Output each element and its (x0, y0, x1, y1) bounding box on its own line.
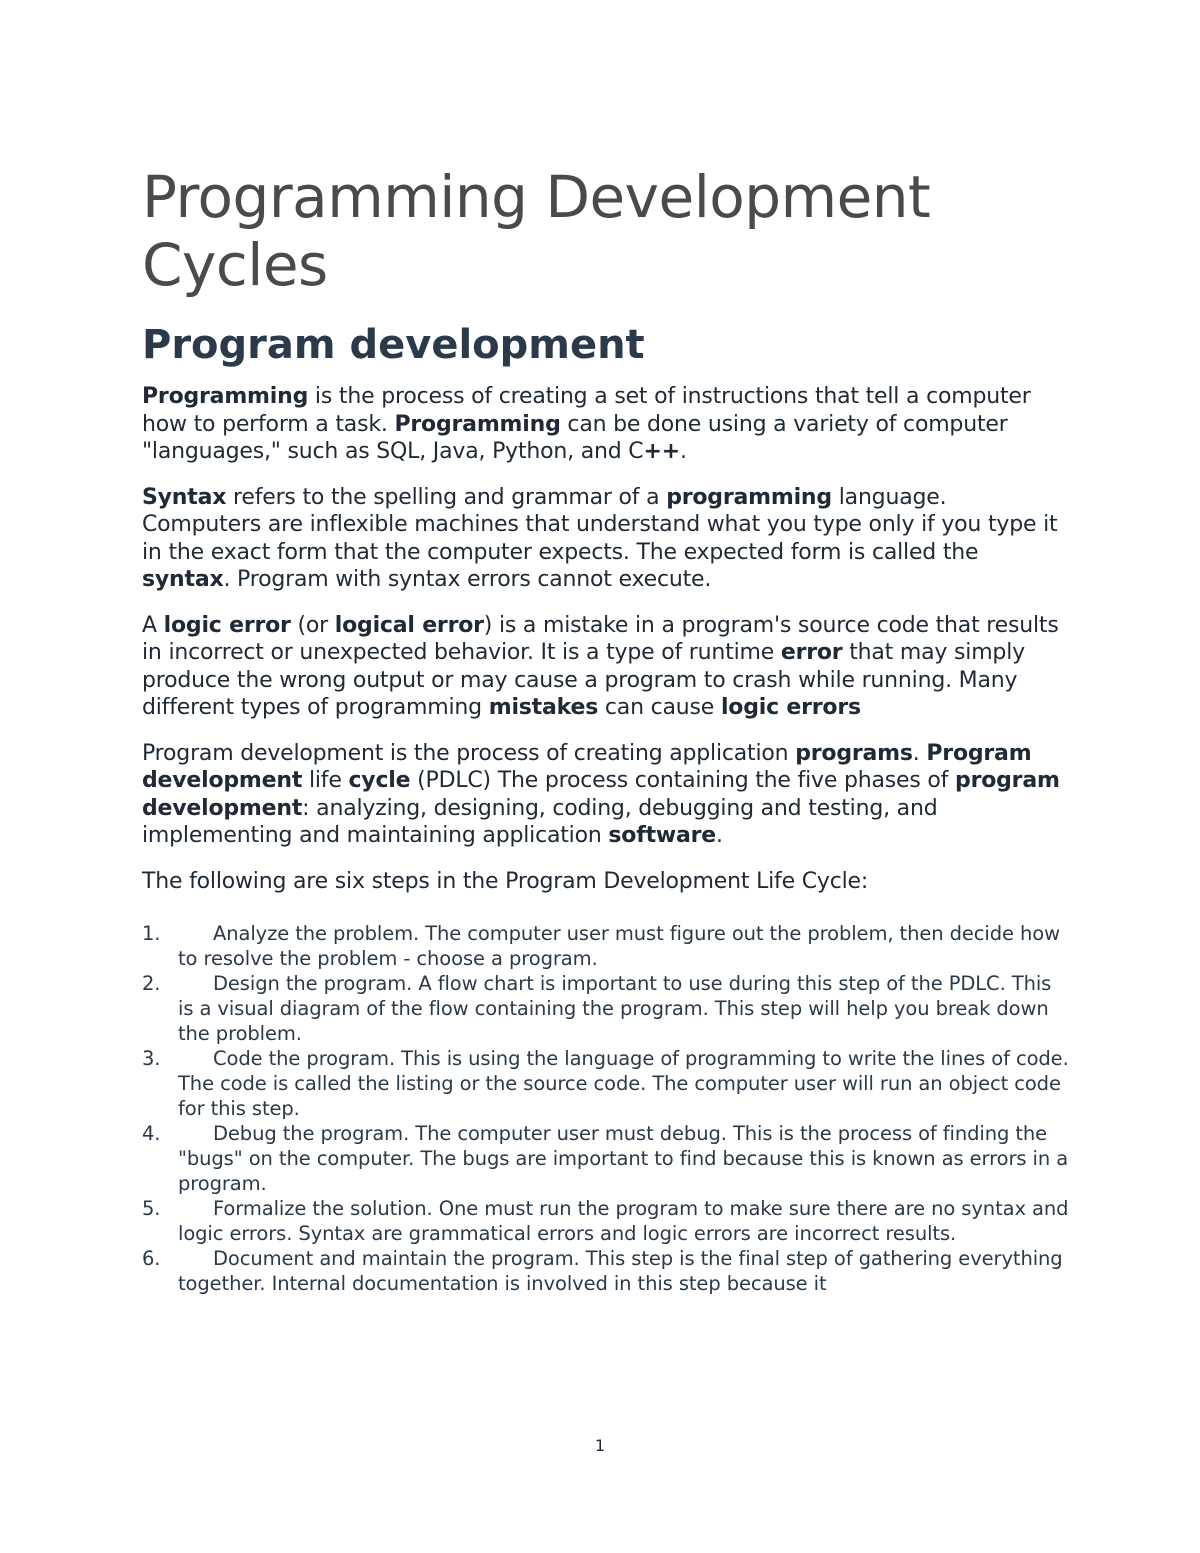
step-number: 1. (142, 922, 161, 945)
bold-term: Programming (394, 411, 561, 437)
bold-term: mistakes (488, 695, 599, 720)
step-number: 4. (142, 1122, 161, 1145)
document-title: Programming Development Cycles (142, 163, 931, 299)
bold-term: programming (666, 484, 832, 510)
text-run: The following are six steps in the Program Development Life Cycle: (142, 868, 869, 894)
pdlc-steps-list (142, 921, 1072, 1296)
step-text: Formalize the solution. One must run the program to make sure there are no syntax and logic errors. Syntax are grammatical errors and logic errors are incorrect results. (178, 1197, 1069, 1245)
bold-term: Programming (142, 384, 309, 409)
bold-term: Program development (142, 740, 1032, 793)
step-number: 3. (142, 1047, 161, 1070)
step-number: 6. (142, 1247, 161, 1270)
text-run: (PDLC) The process containing the five phases of (410, 768, 956, 793)
text-run: life (302, 768, 349, 793)
list-item (142, 971, 1072, 1046)
bold-term: software (608, 823, 717, 848)
step-text: Analyze the problem. The computer user must figure out the problem, then decide how to resolve the problem - choose a program. (178, 922, 1060, 970)
step-text: Design the program. A flow chart is important to use during this step of the PDLC. This is a visual diagram of the flow containing the program. This step will help you break down the problem. (178, 972, 1052, 1045)
body-paragraphs (142, 383, 1072, 895)
bold-term: program development (142, 768, 1060, 821)
bold-term: ++ (643, 439, 680, 464)
step-number: 5. (142, 1197, 161, 1220)
list-item (142, 921, 1072, 971)
bold-term: programs (795, 740, 913, 766)
text-run: . (679, 439, 687, 464)
bold-term: syntax (142, 567, 224, 592)
text-run: ) is a mistake in a program's source code that results in incorrect or unexpected behavior. It is a type of runtime (142, 612, 1059, 665)
paragraph-programming (142, 383, 1072, 466)
section-heading: Program development (142, 322, 645, 368)
bold-term: logic error (163, 612, 291, 638)
text-run: : analyzing, designing, coding, debugging and testing, and implementing and maintaining application (142, 795, 938, 848)
text-run: can cause (598, 695, 721, 720)
paragraph-steps-intro (142, 868, 1072, 896)
step-text: Debug the program. The computer user must debug. This is the process of finding the "bugs" on the computer. The bugs are important to find because this is known as errors in a program. (178, 1122, 1069, 1195)
text-run: refers to the spelling and grammar of a (226, 484, 667, 510)
text-run: A (142, 612, 164, 638)
text-run: (or (290, 612, 335, 638)
text-run: language. Computers are inflexible machines that understand what you type only if you type it in the exact form that the computer expects. The expected form is called the (142, 484, 1058, 565)
document-page (142, 163, 1072, 1296)
text-run: is the process of creating a set of instructions that tell a computer how to perform a task. (142, 384, 1031, 437)
step-text: Document and maintain the program. This step is the final step of gathering everything together. Internal documentation is involved in this step because it (178, 1247, 1063, 1295)
bold-term: error (780, 640, 843, 665)
list-item (142, 1196, 1072, 1246)
text-run: . (716, 823, 723, 848)
paragraph-pdlc (142, 740, 1072, 850)
step-text: Code the program. This is using the language of programming to write the lines of code. The code is called the listing or the source code. The computer user will run an object code for this step. (178, 1047, 1069, 1120)
text-run: that may simply produce the wrong output or may cause a program to crash while running. Many different types of programming (142, 640, 1025, 720)
list-item (142, 1246, 1072, 1296)
text-run: can be done using a variety of computer "languages," such as SQL, Java, Python, and C (142, 411, 1008, 464)
bold-term: logic errors (720, 695, 861, 720)
list-item (142, 1046, 1072, 1121)
list-item (142, 1121, 1072, 1196)
text-run: . (912, 740, 927, 766)
text-run: Program development is the process of creating application (142, 740, 796, 766)
page-number: 1 (594, 1436, 606, 1455)
bold-term: logical error (334, 612, 484, 638)
bold-term: cycle (348, 768, 411, 793)
step-number: 2. (142, 972, 161, 995)
text-run: . Program with syntax errors cannot execute. (223, 567, 712, 592)
paragraph-syntax (142, 484, 1072, 594)
paragraph-logic-error (142, 612, 1072, 722)
bold-term: Syntax (142, 484, 227, 510)
